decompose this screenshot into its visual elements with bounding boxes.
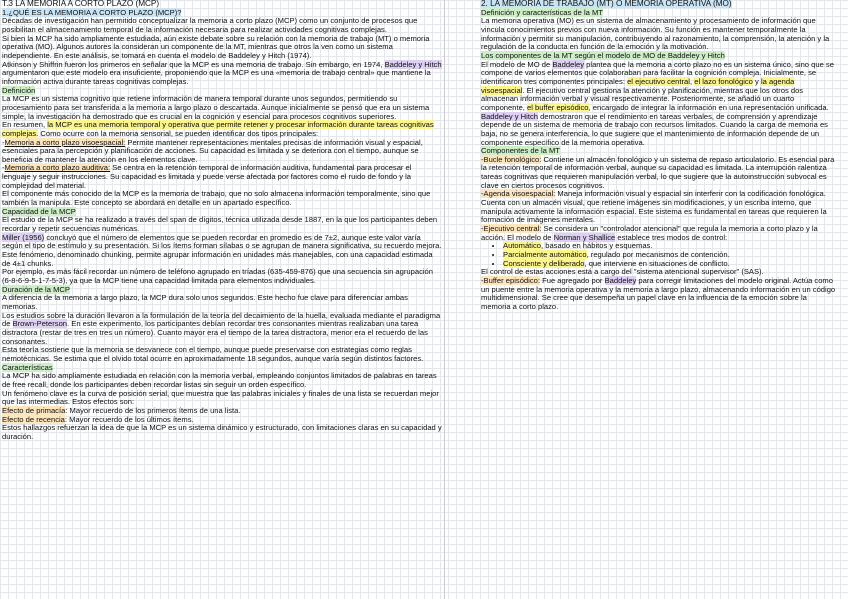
phonological-loop-highlight: el lazo fonológico [694, 76, 753, 86]
baddeley-hitch-right-highlight: Baddeley y Hitch [481, 111, 538, 121]
capacity-paragraph: El estudio de la MCP se ha realizado a través del span de dígitos, técnica utilizada desde 1887, en la que los participantes deben recordar y repetir secuencias numéricas. [2, 215, 438, 234]
auditory-item [2, 164, 442, 190]
components-heading-highlight: Componentes de la MT [481, 146, 560, 156]
primacy-label: Efecto de primacía [2, 405, 66, 415]
model-text-1: El modelo de MO de [481, 59, 551, 69]
agenda-item [481, 190, 837, 225]
agenda-label: -Agenda visoespacial: [481, 189, 556, 199]
buffer-text-2: para corregir limitaciones del modelo original. Actúa como un puente entre la memoria operativa y la memoria a largo plazo, almacenando información en un código multidimensional. Se cree que desempeña un papel clave en la influencia de la emoción sobre la memoria a corto plazo. [481, 276, 836, 311]
theory-paragraph: Esta teoría sostiene que la memoria se desvanece con el tiempo, aunque puede preservarse con estrategias como reglas nemotécnicas. Se estima que el olvido total ocurre en aproximadamente 18 segundos, aunque varía según distintos factores. [2, 345, 424, 363]
model-text-2: plantea que la memoria a corto plazo no es un sistema único, sino que se compone de varios elementos que colaboraban para facilitar la cognición compleja. Inicialmente, se identificaron tres componentes principales: [481, 59, 834, 86]
auditory-dash: - [2, 163, 5, 173]
model-paragraph [481, 61, 837, 113]
conclusion-paragraph: Estos hallazgos refuerzan la idea de que la MCP es un sistema dinámico y estructurado, con limitaciones claras en su capacidad y duración. [2, 423, 442, 441]
working-memory-paragraph: El componente más conocido de la MCP es la memoria de trabajo, que no solo almacena información temporalmente, sino que también la manipula. Este concepto se abordará en detalle en un apartado específico. [2, 189, 431, 208]
components-model-heading-highlight: Los componentes de la MT según el modelo de MO de Baddeley y Hitch [481, 50, 725, 60]
recency-text: : Mayor recuerdo de los últimos ítems. [64, 414, 194, 424]
model-period: . [522, 85, 525, 95]
visuospatial-item [2, 139, 442, 165]
visuospatial-dash: - [2, 137, 5, 147]
baddeley-hitch-text: demostraron que el rendimiento en tareas verbales, de comprensión y aprendizaje depende de un sistema de memoria de trabajo con recursos limitados. Cuando la carga de memoria es baja, no se genera interferencia, lo que sugiere que el mantenimiento de información depende de un componente específico de la memoria operativa. [481, 111, 828, 147]
miller-text: concluyó que el número de elementos que se pueden recordar en promedio es de 7±2, aunque este valor varía según el tipo de estímulo y su presentación. Si los ítems forman sílabas o se agrupan de manera significativa, su recuerdo mejora. Este fenómeno, denominado chunking, permite agrupar información en unidades más manejables, con una capacidad estimada de 4±1 chunks. [2, 232, 442, 268]
decay-paragraph [2, 312, 442, 347]
recency-label: Efecto de recencia [2, 414, 65, 424]
executive-item [481, 225, 837, 242]
auditory-text: Se centra en la retención temporal de información auditiva, fundamental para procesar el lenguaje y seguir instrucciones. Su capacidad es limitada y puede verse afectada por factores como el ruido de fondo y la complejidad del material. [2, 163, 412, 190]
visuospatial-text: Permite mantener representaciones mentales precisas de información visual y espacial, esenciales para la percepción y planificación de acciones. Su capacidad es limitada y se deteriora con el tiempo, aunque se beneficia de mantener la atención en los elementos clave. [2, 137, 423, 164]
brown-peterson-highlight: Brown-Peterson [12, 319, 68, 329]
sas-paragraph: El control de estas acciones está a cargo del "sistema atencional supervisor" (SAS). [481, 267, 764, 277]
decay-text: Los estudios sobre la duración llevaron a la formulación de la teoría del decaimiento de la huella, evaluada mediante el paradigma de [2, 310, 441, 329]
summary-highlight: la MCP es una memoria temporal y operativa que permite retener y procesar información durante tareas cognitivas complejas. [2, 120, 434, 138]
automatic-text: , basado en hábitos y esquemas. [541, 241, 653, 251]
phonological-text: Contiene un almacén fonológico y un sistema de repaso articulatorio. Es esencial para la retención temporal de información verbal, aunque su capacidad es limitada. La interrupción ralentiza tareas cognitivas que requieren manipulación verbal, lo que sugiere que la autoinstrucción subvocal es clave en ciertos procesos cognitivos. [481, 154, 835, 190]
definition-heading-highlight: Definición [2, 85, 36, 95]
mt-definition-paragraph: La memoria operativa (MO) es un sistema de almacenamiento y procesamiento de información que vincula conocimientos previos con nueva información. Su función es mantener temporalmente la información y permitir su manipulación, contribuyendo al razonamiento, la comprensión, la atención y la regulación de la conducta en función de la emoción y la motivación. [481, 16, 830, 52]
executive-label: -Ejecutivo central: [481, 224, 542, 234]
buffer-item [481, 277, 837, 312]
summary-start: En resumen, [2, 120, 46, 130]
duration-paragraph: A diferencia de la memoria a largo plazo, la MCP dura solo unos segundos. Este hecho fue clave para diferenciar ambas memorias. [2, 293, 408, 311]
definition-paragraph: La MCP es un sistema cognitivo que retiene información de manera temporal durante unos segundos, permitiendo su procesamiento para ser transferida a la memoria a largo plazo o descartada. Aunque inicialmente se pensó que era un sistema simple, la investigación ha demostrado que es crucial en la cognición y esencial para procesos cognitivos superiores. [2, 94, 430, 121]
visuospatial-agenda-highlight: la agenda visoespacial [481, 76, 795, 95]
miller-highlight: Miller (1956) [2, 232, 45, 242]
model-comma: , [689, 76, 693, 86]
intro-paragraph: Décadas de investigación han permitido conceptualizar la memoria a corto plazo (MCP) como un conjunto de procesos que posibilitan el almacenamiento temporal de la información necesaria para realizar actividades cognitivas complejas. [2, 16, 418, 34]
episodic-buffer-highlight: el buffer episódico [527, 102, 589, 112]
partial-automatic-text: , regulado por mecanismos de contención. [586, 250, 730, 260]
control-modes-list [481, 242, 837, 268]
atkinson-text: Atkinson y Shiffrin fueron los primeros en señalar que la MCP es una memoria de trabajo. Sin embargo, en 1974, [2, 59, 383, 69]
buffer-label: -Buffer episódico: [481, 276, 540, 285]
miller-paragraph [2, 234, 442, 269]
atkinson-paragraph [2, 61, 442, 87]
mt-definition-heading-highlight: Definición y características de la MT [481, 7, 603, 17]
conscious-text: , que interviene en situaciones de conflicto. [584, 258, 730, 268]
baddeley-hitch-highlight: Baddeley y Hitch [384, 59, 442, 69]
partial-automatic-highlight: Parcialmente automático [503, 250, 587, 260]
decay-text-end: . En este experimento, los participantes debían recordar tres consonantes mientras realizaban una tarea distractora (restar de tres en tres un número). Cuanto mayor era el tiempo de la tarea distractora, menor era el recuerdo de las consonantes. [2, 319, 428, 346]
phonological-item [481, 156, 837, 191]
capacity-heading-highlight: Capacidad de la MCP [2, 206, 76, 216]
buffer-baddeley-highlight: Baddeley [604, 276, 637, 285]
atkinson-text-end: argumentaron que este modelo era insuficiente, proponiendo que la MCP es una «memoria de trabajo central» que mantiene la información activa durante tareas cognitivas complejas. [2, 68, 431, 86]
visuospatial-label: Memoria a corto plazo visoespacial: [4, 137, 126, 147]
characteristics-heading-highlight: Características [2, 362, 53, 372]
norman-shallice-highlight: Norman y Shallice [553, 232, 616, 242]
automatic-highlight: Automático [503, 241, 541, 251]
debate-paragraph: Si bien la MCP ha sido ampliamente estudiada, aún existe debate sobre su relación con la memoria de trabajo (MT) o memoria operativa (MO). Algunos autores la consideran un componente de la MT, mientras que otros la ven como un sistema independiente. En este análisis, se tomará en cuenta el modelo de Baddeley y Hitch (1974). [2, 33, 430, 60]
model-text-4: , encargado de integrar la información en una representación unificada. [588, 102, 829, 112]
right-column [481, 0, 837, 312]
phonological-label: -Bucle fonológico: [481, 154, 542, 164]
central-executive-highlight: el ejecutivo central [627, 76, 690, 86]
model-and: y [755, 76, 759, 86]
left-column [2, 0, 442, 441]
characteristics-paragraph: La MCP ha sido ampliamente estudiada en relación con la memoria verbal, empleando conjuntos limitados de palabras en tareas de free recall, donde los participantes deben recordar listas sin seguir un orden específico. [2, 371, 437, 389]
duration-heading-highlight: Duración de la MCP [2, 284, 70, 294]
conscious-highlight: Consciente y deliberado [503, 258, 585, 268]
summary-paragraph [2, 121, 442, 138]
buffer-text-1: Fue agregado por [542, 276, 603, 285]
model-text-3: El ejecutivo central gestiona la atención y planificación, mientras que los otros dos almacenan información verbal y visual respectivamente. Posteriormente, se añadió un cuarto componente, [481, 85, 804, 112]
baddeley-hitch-paragraph [481, 113, 837, 148]
question-highlight: 1.¿QUÉ ES LA MEMORIA A CORTO PLAZO (MCP)? [2, 7, 182, 17]
agenda-text: Maneja información visual y espacial sin interferir con la codificación fonológica. Cuenta con un almacén visual, que retiene imágenes sin modificaciones, y un escriba interno, que manipula activamente la información espacial. Este sistema es fundamental en tareas que requieren la formación de imágenes mentales. [481, 189, 827, 225]
executive-text: Se considera un "controlador atencional" que regula la memoria a corto plazo y la acción. El modelo de [481, 224, 818, 242]
baddeley-highlight: Baddeley [552, 59, 585, 69]
primacy-text: : Mayor recuerdo de los primeros ítems de una lista. [65, 405, 241, 415]
auditory-label: Memoria a corto plazo auditiva: [4, 163, 111, 173]
example-paragraph: Por ejemplo, es más fácil recordar un número de teléfono agrupado en tríadas (635-459-876) que una secuencia sin agrupación (6-8-6-9-5-1-7-5-3), ya que la MCP tiene una capacidad limitada para elementos individuales. [2, 267, 434, 285]
summary-end: Como ocurre con la memoria sensorial, se pueden identificar dos tipos principales: [40, 128, 319, 138]
right-title-highlight: 2. LA MEMORIA DE TRABAJO (MT) O MEMORIA OPERATIVA (MO) [481, 0, 732, 8]
left-title: T.3 LA MEMORIA A CORTO PLAZO (MCP) [2, 0, 160, 8]
column-divider [444, 0, 445, 599]
norman-shallice-text: establece tres modos de control: [617, 232, 728, 242]
serial-curve-paragraph: Un fenómeno clave es la curva de posición serial, que muestra que las palabras iniciales y finales de una lista se recuerdan mejor que las intermedias. Estos efectos son: [2, 388, 439, 407]
